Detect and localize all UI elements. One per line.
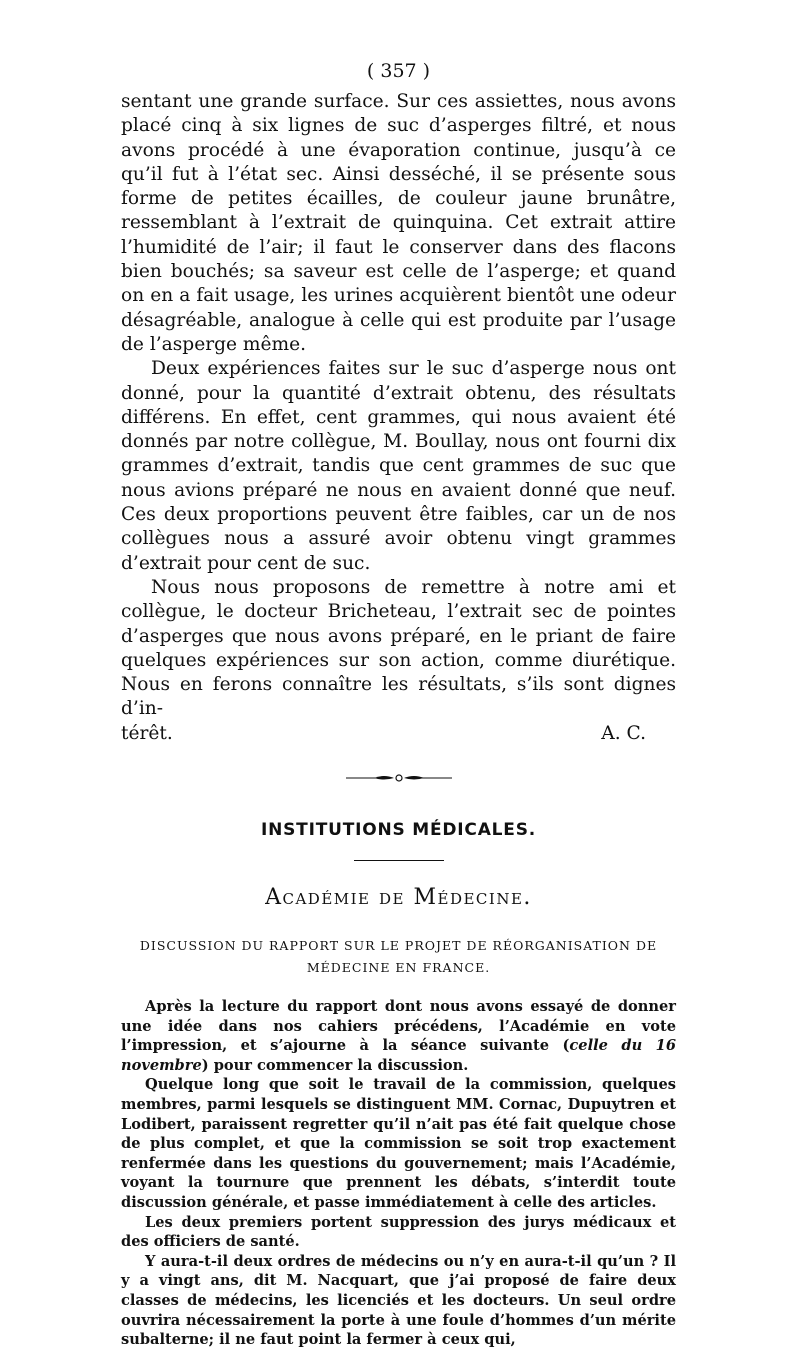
small-paragraph-1 [121, 997, 676, 1075]
small-paragraph-4: Y aura-t-il deux ordres de médecins ou n’y en aura-t-il qu’un ? Il y a vingt ans, dit M. Nacquart, que j’ai proposé de faire deux classes de médecins, les licenciés et les docteurs. Un seul ordre ouvrira nécessairement la porte à une foule d’hommes d’un mérite subalterne; il ne faut point la fermer à ceux qui, [121, 1252, 676, 1349]
paragraph-3: Nous nous proposons de remettre à notre ami et collègue, le docteur Bricheteau, l’extrait sec de pointes d’asperges que nous avons préparé, en le priant de faire quelques expériences sur son action, comme diurétique. Nous en ferons connaître les résultats, s’ils sont dignes d’in- [121, 576, 676, 720]
small-paragraph-1-start: Après la lecture du rapport dont nous avons essayé de donner une idée dans nos cahiers précédens, l’Académie en vote l’impression, et s’ajourne à la séance suivante ( [121, 998, 676, 1055]
small-paragraph-2: Quelque long que soit le travail de la commission, quelques membres, parmi lesquels se distinguent MM. Cornac, Dupuytren et Lodibert, paraissent regretter qu’il n’ait pas été fait quelque chose de plus complet, et que la commission se soit trop exactement renfermée dans les questions du gouvernement; mais l’Académie, voyant la tournure que prennent les débats, s’interdit toute discussion générale, et passe immédiatement à celle des articles. [121, 1076, 676, 1211]
author-signature: A. C. [601, 722, 646, 744]
small-paragraph-1-end: ) pour commencer la discussion. [201, 1056, 469, 1074]
signature-line [121, 722, 676, 746]
ornament-divider [344, 772, 454, 784]
discussion-title-line-1: DISCUSSION DU RAPPORT SUR LE PROJET DE RÉORGANISATION DE [139, 938, 658, 954]
last-line-text: térêt. [121, 722, 173, 744]
paragraph-1: sentant une grande surface. Sur ces assiettes, nous avons placé cinq à six lignes de suc d’asperges filtré, et nous avons procédé à une évaporation continue, jusqu’à ce qu’il fut à l’état sec. Ainsi desséché, il se présente sous forme de petites écailles, de couleur jaune brunâtre, ressemblant à l’extrait de quinquina. Cet extrait attire l’humidité de l’air; il faut le conserver dans des flacons bien bouchés; sa saveur est celle de l’asperge; et quand on en a fait usage, les urines acquièrent bientôt une odeur désagréable, analogue à celle qui est produite par l’usage de l’asperge même. [121, 91, 676, 355]
small-paragraph-3: Les deux premiers portent suppression des jurys médicaux et des officiers de santé. [121, 1213, 676, 1251]
section-title: INSTITUTIONS MÉDICALES. [260, 820, 537, 841]
small-paragraph-1-italic: celle du 16 novembre [121, 1037, 676, 1074]
paragraph-2: Deux expériences faites sur le suc d’asperge nous ont donné, pour la quantité d’extrait obtenu, des résultats différens. En effet, cent grammes, qui nous avaient été donnés par notre collègue, M. Boullay, nous ont fourni dix grammes d’extrait, tandis que cent grammes de suc que nous avions préparé ne nous en avaient donné que neuf. Ces deux proportions peuvent être faibles, car un de nos collègues nous a assuré avoir obtenu vingt grammes d’extrait pour cent de suc. [121, 358, 676, 574]
discussion-title [121, 935, 676, 979]
page-number: ( 357 ) [366, 60, 431, 82]
discussion-title-line-2: MÉDECINE EN FRANCE. [306, 960, 491, 976]
page [121, 58, 676, 1350]
section-rule [354, 860, 444, 861]
academy-title: Académie de Médecine. [265, 885, 532, 911]
